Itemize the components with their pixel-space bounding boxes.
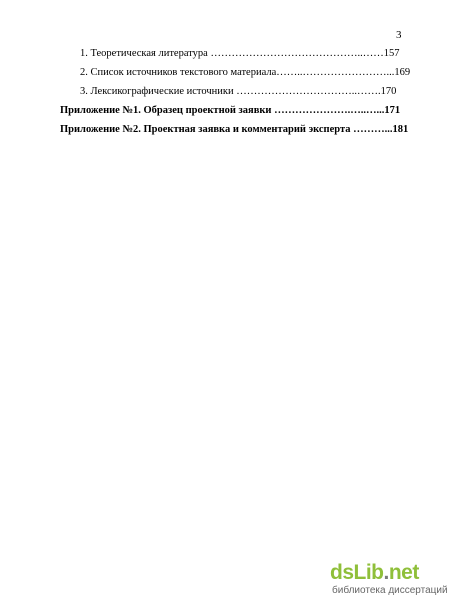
- watermark-caption: библиотека диссертаций: [332, 585, 448, 596]
- toc-entry-appendix: [60, 120, 416, 139]
- logo-ds: ds: [330, 561, 354, 584]
- toc-entry: [60, 63, 416, 82]
- page-number: 3: [396, 29, 402, 41]
- toc-entry-text: 2. Список источников текстового материала……..……………………...169: [80, 67, 411, 78]
- watermark-logo: [330, 562, 446, 584]
- logo-lib: Lib: [353, 561, 384, 584]
- toc-entry-text: Приложение №1. Образец проектной заявки ………………….…..…...171: [60, 105, 401, 116]
- toc-entry-text: 1. Теоретическая литература ……………………………………..……157: [80, 48, 400, 59]
- logo-dot: .: [383, 561, 389, 584]
- toc-entry-appendix: [60, 101, 416, 120]
- dslib-watermark: [330, 562, 446, 597]
- toc-entry: [60, 82, 416, 101]
- toc-entry-text: Приложение №2. Проектная заявка и комментарий эксперта ………...181: [60, 124, 409, 135]
- logo-net: net: [388, 561, 419, 584]
- toc-entry: [60, 44, 416, 63]
- toc-entry-text: 3. Лексикографические источники ……………………………..…….170: [80, 86, 397, 97]
- table-of-contents: [60, 44, 416, 139]
